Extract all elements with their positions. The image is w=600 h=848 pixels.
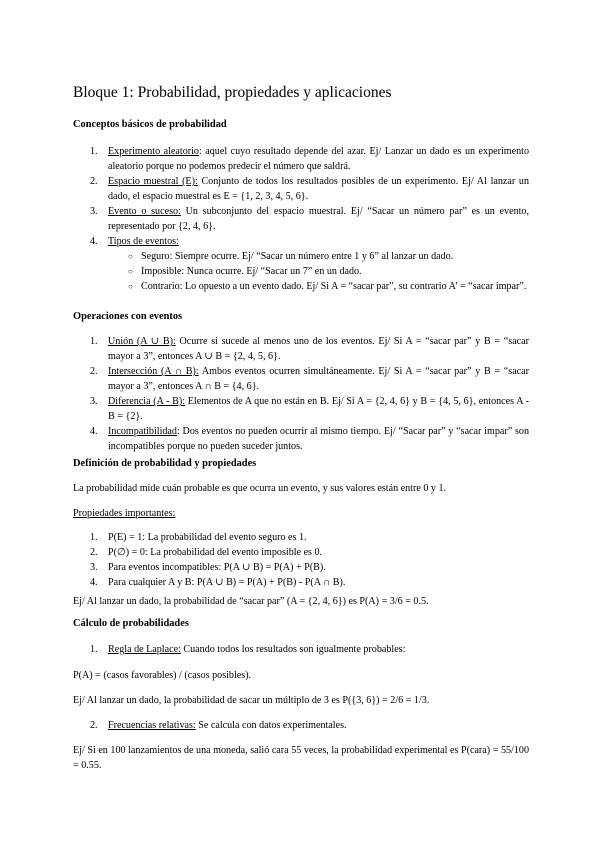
propiedades-list (73, 530, 529, 590)
item-number: 1. (90, 644, 98, 655)
property-text: P(E) = 1: La probabilidad del evento seguro es 1. (108, 532, 307, 543)
propiedades-example: Ej/ Al lanzar un dado, la probabilidad de “sacar par” (A = {2, 4, 6}) es P(A) = 3/6 = 0.5. (73, 596, 429, 607)
propiedades-label: Propiedades importantes: (73, 508, 176, 519)
term: Experimento aleatorio (108, 146, 199, 157)
list-item (73, 642, 529, 657)
list-item (73, 364, 529, 394)
item-number: 2. (90, 366, 98, 377)
operaciones-list-block (73, 334, 529, 454)
definition: Elementos de A que no están en B. Ej/ Si A = {2, 4, 6} y B = {4, 5, 6}, entonces A - B = {2}. (108, 396, 529, 422)
list-item (73, 394, 529, 424)
item-number: 2. (90, 547, 98, 558)
list-item (73, 530, 529, 545)
definition: Cuando todos los resultados son igualmente probables: (180, 644, 406, 655)
definition: Ocurre si sucede al menos uno de los eventos. Ej/ Si A = “sacar par” y B = “sacar mayor a 3”, entonces A ∪ B = {2, 4, 5, 6}. (108, 336, 529, 362)
list-item (73, 575, 529, 590)
term: Intersección (A ∩ B): (108, 366, 199, 377)
page-title: Bloque 1: Probabilidad, propiedades y aplicaciones (73, 84, 392, 101)
definition: : Dos eventos no pueden ocurrir al mismo tiempo. Ej/ “Sacar par” y “sacar impar” son incompatibles porque no pueden suceder juntos. (108, 426, 529, 452)
laplace-example-block (73, 693, 529, 708)
item-number: 2. (90, 176, 98, 187)
definicion-intro-block (73, 481, 529, 496)
laplace-formula-block (73, 668, 529, 683)
section-heading-calculo: Cálculo de probabilidades (73, 618, 189, 629)
list-item (73, 144, 529, 174)
sublist-item (108, 249, 529, 264)
list-item (73, 545, 529, 560)
list-item (73, 334, 529, 364)
section-heading-conceptos: Conceptos básicos de probabilidad (73, 119, 227, 130)
circle-bullet-icon: ○ (128, 252, 133, 261)
list-item (73, 204, 529, 234)
property-text: Para cualquier A y B: P(A ∪ B) = P(A) + P(B) - P(A ∩ B). (108, 577, 346, 588)
item-number: 4. (90, 577, 98, 588)
term: Unión (A ∪ B): (108, 336, 176, 347)
property-text: P(∅) = 0: La probabilidad del evento imposible es 0. (108, 547, 323, 558)
propiedades-label-block (73, 506, 529, 521)
propiedades-list-block (73, 530, 529, 590)
frecuencias-example: Ej/ Si en 100 lanzamientos de una moneda, salió cara 55 veces, la probabilidad experimental es P(cara) = 55/100 = 0.55. (73, 745, 529, 771)
sublist-text: Seguro: Siempre ocurre. Ej/ “Sacar un número entre 1 y 6” al lanzar un dado. (141, 251, 454, 262)
list-item (73, 174, 529, 204)
list-item (73, 424, 529, 454)
propiedades-example-block (73, 594, 529, 609)
definicion-intro: La probabilidad mide cuán probable es que ocurra un evento, y sus valores están entre 0 y 1. (73, 483, 447, 494)
list-item (73, 234, 529, 294)
conceptos-list (73, 144, 529, 294)
calculo-list-2 (73, 718, 529, 733)
circle-bullet-icon: ○ (128, 267, 133, 276)
term: Frecuencias relativas: (108, 720, 196, 731)
term: Regla de Laplace: (108, 644, 181, 655)
term: Diferencia (A - B): (108, 396, 186, 407)
item-number: 1. (90, 532, 98, 543)
operaciones-list (73, 334, 529, 454)
definition: : aquel cuyo resultado depende del azar. Ej/ Lanzar un dado es un experimento aleatorio porque no podemos predecir el número que saldrá. (108, 146, 529, 172)
circle-bullet-icon: ○ (128, 282, 133, 291)
section-heading-definicion: Definición de probabilidad y propiedades (73, 458, 257, 469)
sublist-item (108, 279, 529, 294)
item-number: 4. (90, 236, 98, 247)
sublist-text: Imposible: Nunca ocurre. Ej/ “Sacar un 7” en un dado. (141, 266, 362, 277)
item-number: 1. (90, 146, 98, 157)
laplace-block (73, 642, 529, 657)
item-number: 2. (90, 720, 98, 731)
item-number: 3. (90, 206, 98, 217)
term: Incompatibilidad (108, 426, 177, 437)
frecuencias-block (73, 718, 529, 733)
list-item (73, 718, 529, 733)
conceptos-list-block (73, 144, 529, 294)
definition: Se calcula con datos experimentales. (195, 720, 347, 731)
definition: Un subconjunto del espacio muestral. Ej/ “Sacar un número par” es un evento, representado por {2, 4, 6}. (108, 206, 529, 232)
event-types-sublist (108, 249, 529, 294)
laplace-example: Ej/ Al lanzar un dado, la probabilidad de sacar un múltiplo de 3 es P({3, 6}) = 2/6 = 1/3. (73, 695, 430, 706)
definition: Conjunto de todos los resultados posibles de un experimento. Ej/ Al lanzar un dado, el espacio muestral es E = {1, 2, 3, 4, 5, 6}. (108, 176, 529, 202)
term: Espacio muestral (E): (108, 176, 198, 187)
sublist-item (108, 264, 529, 279)
calculo-list-1 (73, 642, 529, 657)
item-number: 1. (90, 336, 98, 347)
sublist-text: Contrario: Lo opuesto a un evento dado. Ej/ Si A = “sacar par”, su contrario A’ = “sacar impar”. (141, 281, 527, 292)
laplace-formula: P(A) = (casos favorables) / (casos posibles). (73, 670, 252, 681)
section-heading-operaciones: Operaciones con eventos (73, 311, 183, 322)
definition: Ambos eventos ocurren simultáneamente. Ej/ Si A = “sacar par” y B = “sacar mayor a 3”, entonces A ∩ B = {4, 6}. (108, 366, 529, 392)
item-number: 4. (90, 426, 98, 437)
item-number: 3. (90, 396, 98, 407)
property-text: Para eventos incompatibles: P(A ∪ B) = P(A) + P(B). (108, 562, 326, 573)
item-number: 3. (90, 562, 98, 573)
term: Tipos de eventos: (108, 236, 179, 247)
frecuencias-example-block (73, 743, 529, 773)
term: Evento o suceso: (108, 206, 181, 217)
list-item (73, 560, 529, 575)
